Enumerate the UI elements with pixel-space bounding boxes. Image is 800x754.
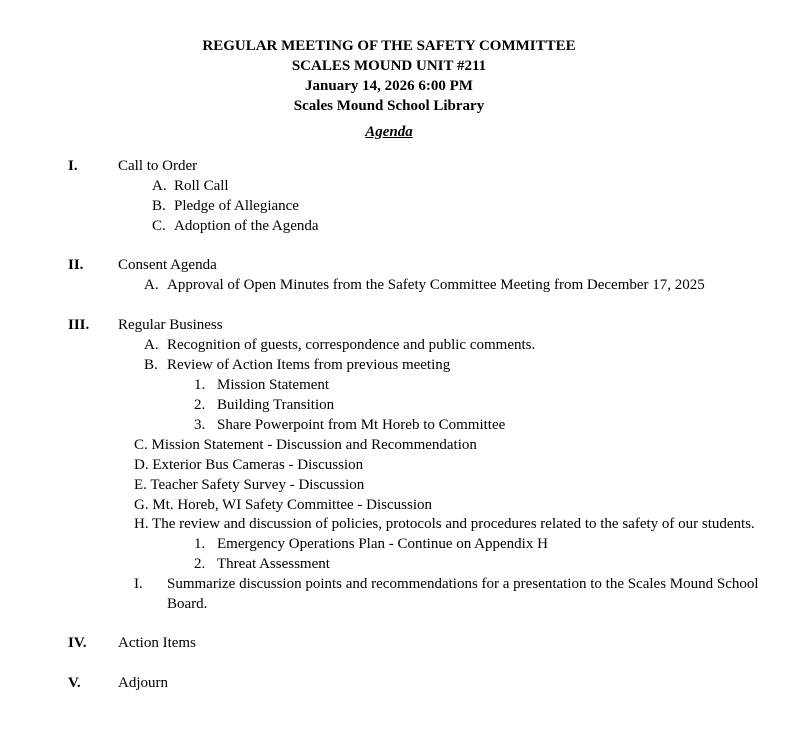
section-numeral: I. (68, 158, 78, 174)
list-item: H. The review and discussion of policies, protocols and procedures related to the safety of our students. (134, 516, 755, 532)
list-item: E. Teacher Safety Survey - Discussion (134, 477, 365, 493)
item-marker: C. (152, 218, 166, 234)
document-header (0, 36, 778, 116)
item-text: Review of Action Items from previous meeting (167, 357, 451, 373)
item-marker: I. (134, 576, 143, 592)
header-meeting-title: REGULAR MEETING OF THE SAFETY COMMITTEE (202, 38, 576, 54)
item-marker: A. (144, 337, 159, 353)
section-title-call-to-order: Call to Order (118, 158, 198, 174)
item-text: Roll Call (174, 178, 229, 194)
section-numeral: III. (68, 317, 90, 333)
item-text: Summarize discussion points and recommendations for a presentation to the Scales Mound School (167, 576, 759, 592)
section-title-action-items: Action Items (118, 635, 196, 651)
list-item: C. Mission Statement - Discussion and Recommendation (134, 437, 477, 453)
item-marker: B. (152, 198, 166, 214)
item-marker: B. (144, 357, 158, 373)
section-title-consent-agenda: Consent Agenda (118, 257, 217, 273)
item-text: Threat Assessment (217, 556, 330, 572)
item-text: Share Powerpoint from Mt Horeb to Committee (217, 417, 506, 433)
item-text: Mission Statement (217, 377, 330, 393)
header-date-time: January 14, 2026 6:00 PM (305, 78, 473, 94)
section-title-adjourn: Adjourn (118, 675, 168, 691)
item-text-continuation: Board. (167, 596, 208, 612)
section-title-regular-business: Regular Business (118, 317, 223, 333)
header-location: Scales Mound School Library (293, 98, 485, 114)
item-text: Emergency Operations Plan - Continue on Appendix H (217, 536, 548, 552)
list-item: D. Exterior Bus Cameras - Discussion (134, 457, 364, 473)
item-marker: A. (152, 178, 167, 194)
item-text: Pledge of Allegiance (174, 198, 299, 214)
agenda-heading: Agenda (365, 124, 413, 140)
item-text: Approval of Open Minutes from the Safety Committee Meeting from December 17, 2025 (167, 277, 705, 293)
item-text: Recognition of guests, correspondence and public comments. (167, 337, 536, 353)
section-numeral: II. (68, 257, 84, 273)
item-marker: A. (144, 277, 159, 293)
header-district: SCALES MOUND UNIT #211 (291, 58, 487, 74)
item-marker: 2. (194, 556, 206, 572)
item-text: Adoption of the Agenda (174, 218, 319, 234)
item-marker: 1. (194, 377, 206, 393)
item-marker: 2. (194, 397, 206, 413)
section-numeral: V. (68, 675, 81, 691)
list-item: G. Mt. Horeb, WI Safety Committee - Discussion (134, 497, 433, 513)
item-marker: 3. (194, 417, 206, 433)
item-marker: 1. (194, 536, 206, 552)
section-numeral: IV. (68, 635, 87, 651)
item-text: Building Transition (217, 397, 335, 413)
